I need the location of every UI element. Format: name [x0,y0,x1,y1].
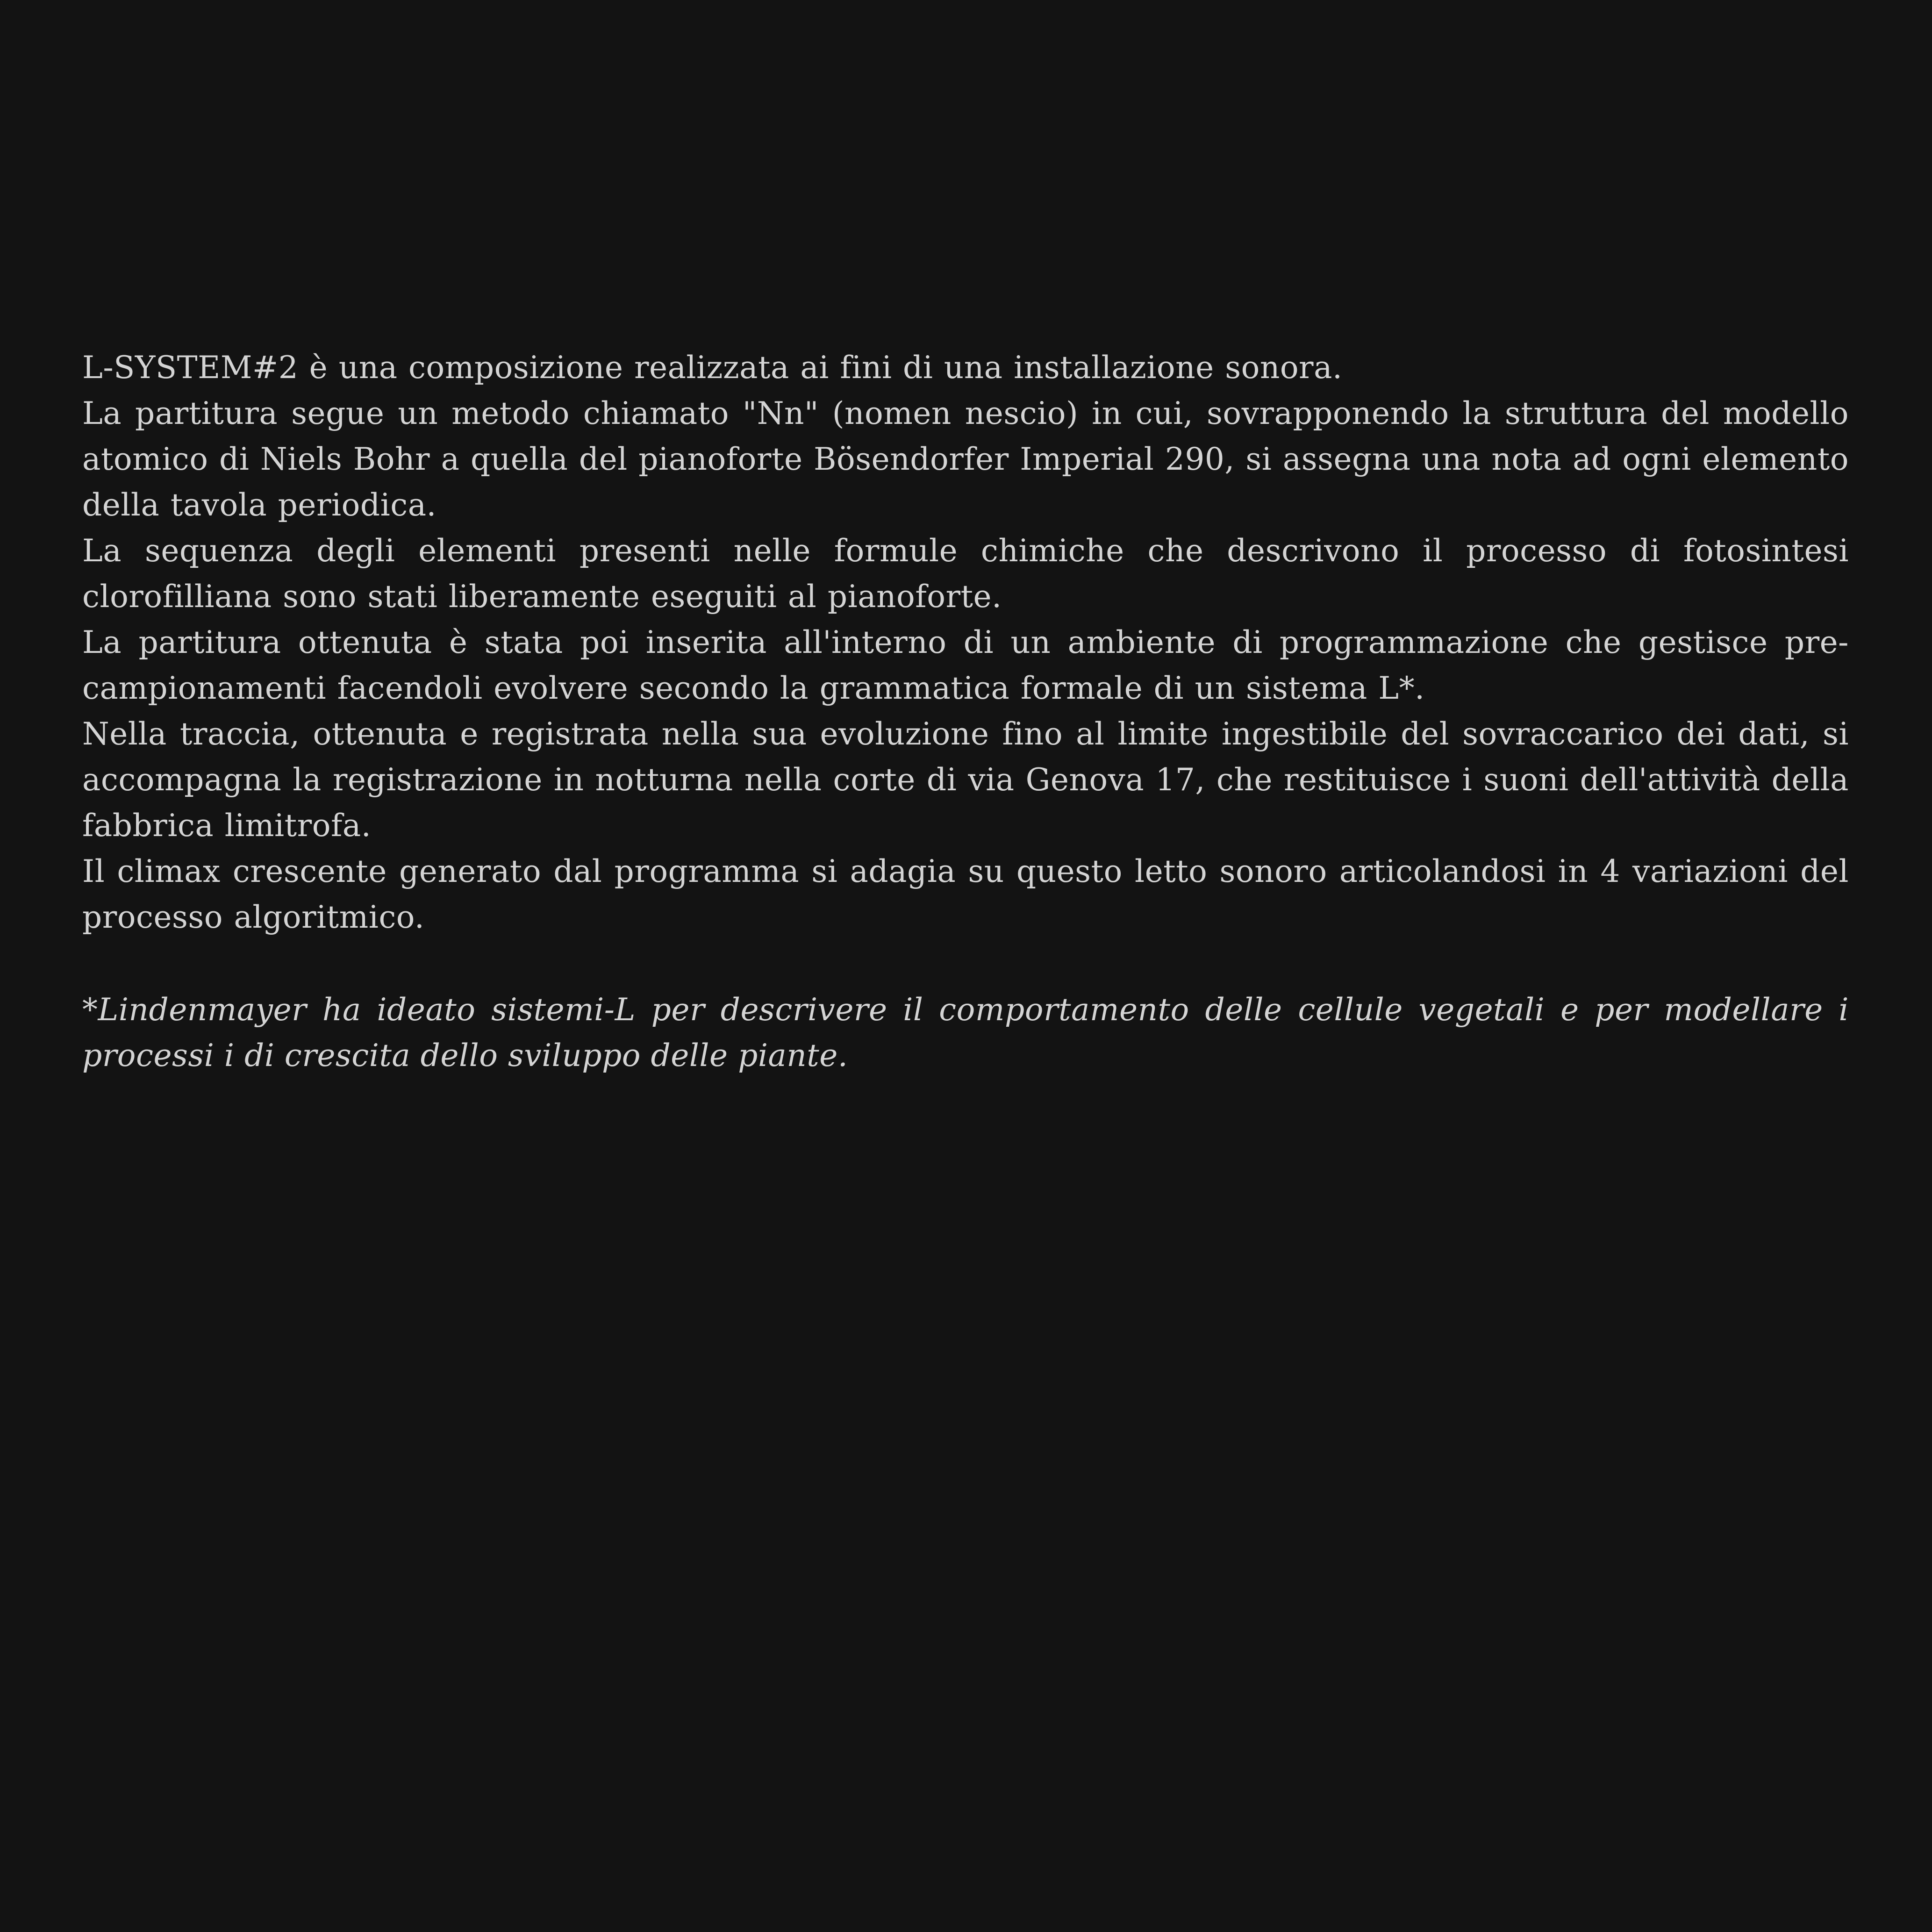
paragraph-method: La partitura segue un metodo chiamato "Nn" (nomen nescio) in cui, sovrapponendo la struttura del modello atomico di Niels Bohr a quella del pianoforte Bösendorfer Imperial 290, si assegna una nota ad ogni elemento della tavola periodica. [82,395,1849,523]
paragraph-climax: Il climax crescente generato dal programma si adagia su questo letto sonoro articolandosi in 4 variazioni del processo algoritmico. [82,853,1849,935]
paragraph-sequence: La sequenza degli elementi presenti nelle formule chimiche che descrivono il processo di fotosintesi clorofilliana sono stati liberamente eseguiti al pianoforte. [82,533,1849,615]
paragraph-programming: La partitura ottenuta è stata poi inserita all'interno di un ambiente di programmazione che gestisce pre-campionamenti facendoli evolvere secondo la grammatica formale di un sistema L*. [82,624,1849,706]
footnote-marker: * [82,992,98,1028]
paragraph-recording: Nella traccia, ottenuta e registrata nella sua evoluzione fino al limite ingestibile del sovraccarico dei dati, si accompagna la registrazione in notturna nella corte di via Genova 17, che restituisce i suoni dell'attività della fabbrica limitrofa. [82,716,1849,844]
paragraph-intro: L-SYSTEM#2 è una composizione realizzata ai fini di una installazione sonora. [82,350,1343,386]
footnote-text: Lindenmayer ha ideato sistemi-L per descrivere il comportamento delle cellule vegetali e per modellare i processi i di crescita dello sviluppo delle piante. [82,992,1849,1073]
footnote [82,987,1849,1079]
description-text [82,345,1849,940]
